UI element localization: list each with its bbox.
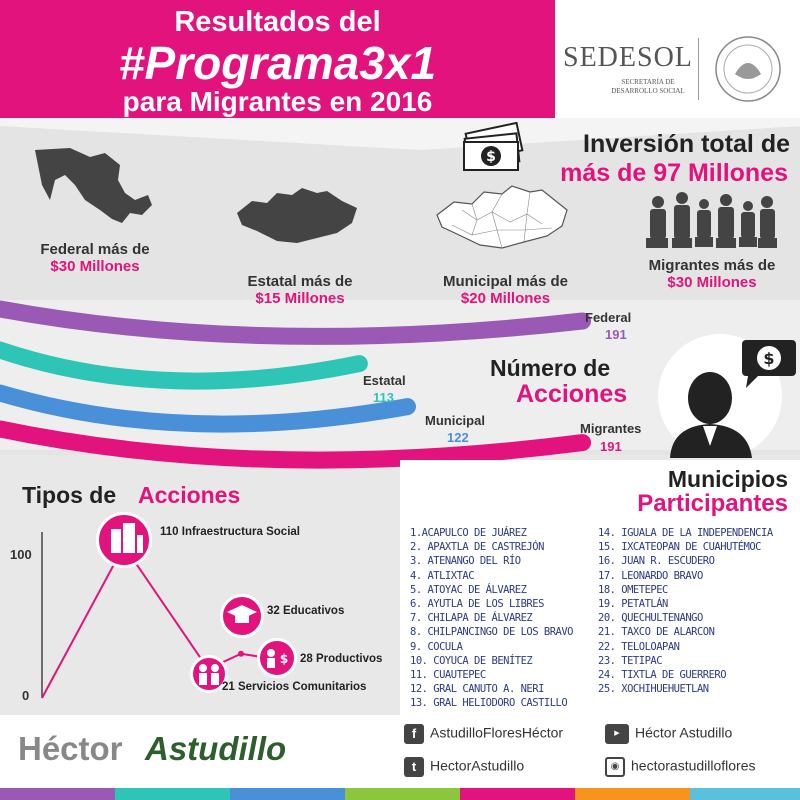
facebook-link[interactable] — [404, 724, 563, 744]
municipio-item: 1.ACAPULCO DE JUÁREZ — [410, 527, 527, 539]
federal-amount-label: Federal más de — [40, 241, 150, 258]
municipios-title-1: Municipios — [667, 466, 788, 492]
svg-text:$: $ — [486, 149, 496, 165]
municipio-item: 8. CHILPANCINGO DE LOS BRAVO — [410, 626, 574, 639]
footer-color-bar — [460, 788, 575, 800]
actions-title-1: Número de — [490, 355, 611, 381]
action-bar-municipal — [0, 393, 407, 424]
sedesol-logo: SEDESOL — [563, 42, 693, 73]
mexico-map-icon — [30, 145, 160, 235]
action-bar-migrantes — [0, 429, 583, 460]
sedesol-subtitle-2: DESARROLLO SOCIAL — [611, 87, 685, 95]
tipos-point — [238, 651, 244, 657]
header-line-2: #Programa3x1 — [118, 37, 437, 89]
municipio-item: 11. CUAUTEPEC — [410, 669, 486, 682]
municipio-item: 7. CHILAPA DE ÁLVAREZ — [410, 612, 533, 625]
migrantes-amount-value: $30 Millones — [667, 274, 757, 291]
instagram-link[interactable] — [605, 757, 756, 777]
educativos-icon — [220, 594, 264, 638]
estatal-amount-value: $15 Millones — [255, 290, 345, 307]
header-line-3: para Migrantes en 2016 — [122, 86, 433, 117]
bar-value-municipal: 122 — [447, 430, 469, 445]
estatal-amount-label: Estatal más de — [247, 273, 353, 290]
guerrero-map-icon — [232, 183, 362, 253]
municipio-item: 6. AYUTLA DE LOS LIBRES — [410, 598, 544, 611]
municipio-item: 14. IGUALA DE LA INDEPENDENCIA — [598, 527, 773, 539]
coat-of-arms-icon — [713, 34, 783, 104]
investment-title-1: Inversión total de — [583, 130, 790, 158]
facebook-icon: f — [404, 724, 424, 744]
label-infraestructura: 110 Infraestructura Social — [160, 526, 300, 538]
bar-label-estatal: Estatal — [363, 373, 406, 388]
municipio-item: 3. ATENANGO DEL RÍO — [410, 555, 521, 568]
federal-amount-value: $30 Millones — [50, 258, 140, 275]
tipos-title-1: Tipos de — [22, 482, 117, 508]
municipio-item: 25. XOCHIHUEHUETLAN — [598, 683, 709, 696]
bar-label-federal: Federal — [585, 310, 632, 325]
municipal-amount-value: $20 Millones — [460, 290, 551, 307]
footer-name-1: Héctor — [18, 730, 123, 767]
youtube-link[interactable] — [605, 724, 732, 744]
tipos-title-2: Acciones — [138, 482, 241, 508]
migrantes-amount-label: Migrantes más de — [648, 257, 776, 274]
instagram-handle: hectorastudilloflores — [631, 757, 756, 774]
footer-color-bar — [575, 788, 690, 800]
municipio-item: 13. GRAL HELIODORO CASTILLO — [410, 697, 568, 710]
investment-title-2: más de 97 Millones — [560, 159, 788, 187]
action-bar-estatal — [0, 350, 359, 381]
productivos-icon — [257, 638, 297, 678]
municipio-item: 24. TIXTLA DE GUERRERO — [598, 669, 727, 682]
header-banner — [0, 0, 555, 118]
youtube-handle: Héctor Astudillo — [635, 724, 733, 741]
municipio-item: 5. ATOYAC DE ÁLVAREZ — [410, 583, 527, 596]
municipio-item: 16. JUAN R. ESCUDERO — [598, 555, 715, 568]
label-productivos: 28 Productivos — [300, 653, 383, 665]
municipio-item: 12. GRAL CANUTO A. NERI — [410, 683, 544, 696]
municipal-map-icon — [432, 180, 572, 260]
migrants-icon — [640, 190, 780, 252]
municipio-item: 4. ATLIXTAC — [410, 569, 475, 582]
municipal-amount-label: Municipal más de — [442, 273, 569, 290]
footer-color-bar — [0, 788, 115, 800]
action-bar-federal — [0, 309, 583, 336]
municipio-item: 2. APAXTLA DE CASTREJÓN — [410, 541, 544, 554]
migrantes-amount — [632, 257, 792, 291]
bar-label-migrantes: Migrantes — [580, 421, 642, 436]
footer-color-bar — [345, 788, 460, 800]
youtube-icon: ▶ — [605, 724, 629, 744]
svg-text:$: $ — [279, 652, 289, 666]
municipio-item: 21. TAXCO DE ALARCON — [598, 626, 715, 639]
municipio-item: 22. TELOLOAPAN — [598, 640, 680, 653]
twitter-handle: HectorAstudillo — [430, 757, 525, 774]
actions-title-2: Acciones — [516, 380, 628, 408]
sedesol-subtitle-1: SECRETARÍA DE — [621, 78, 675, 86]
label-servicios: 21 Servicios Comunitarios — [222, 681, 367, 693]
speech-bubble-icon — [740, 338, 798, 390]
y-tick-0: 0 — [22, 688, 30, 703]
municipio-item: 10. COYUCA DE BENÍTEZ — [410, 654, 533, 667]
municipio-item: 19. PETATLÁN — [598, 598, 668, 611]
bar-value-migrantes: 191 — [600, 439, 622, 454]
municipios-col-2 — [598, 526, 798, 696]
municipios-col-1 — [410, 526, 600, 711]
municipios-title-2: Participantes — [637, 490, 788, 517]
footer-color-bar — [690, 788, 800, 800]
infraestructura-icon — [96, 512, 152, 568]
label-educativos: 32 Educativos — [267, 605, 345, 617]
bar-label-municipal: Municipal — [425, 413, 485, 428]
federal-amount — [20, 241, 170, 275]
logo-area — [555, 0, 800, 118]
instagram-icon: ◉ — [605, 757, 625, 777]
footer-color-bar — [230, 788, 345, 800]
municipio-item: 9. COCULA — [410, 640, 463, 653]
municipio-item: 15. IXCATEOPAN DE CUAHUTÉMOC — [598, 541, 762, 554]
twitter-link[interactable] — [404, 757, 524, 777]
footer-color-bar — [115, 788, 230, 800]
bar-value-federal: 191 — [605, 327, 627, 342]
header-line-1: Resultados del — [174, 6, 381, 38]
municipio-item: 23. TETIPAC — [598, 654, 663, 667]
municipio-item: 17. LEONARDO BRAVO — [598, 569, 703, 582]
bar-value-estatal: 113 — [373, 390, 394, 405]
municipio-item: 20. QUECHULTENANGO — [598, 612, 703, 625]
logo-divider — [698, 38, 699, 100]
facebook-handle: AstudilloFloresHéctor — [430, 724, 564, 741]
y-tick-100: 100 — [10, 547, 32, 562]
svg-text:$: $ — [763, 349, 775, 368]
footer-name-2: Astudillo — [145, 730, 287, 767]
municipio-item: 18. OMETEPEC — [598, 583, 668, 596]
twitter-icon: t — [404, 757, 424, 777]
